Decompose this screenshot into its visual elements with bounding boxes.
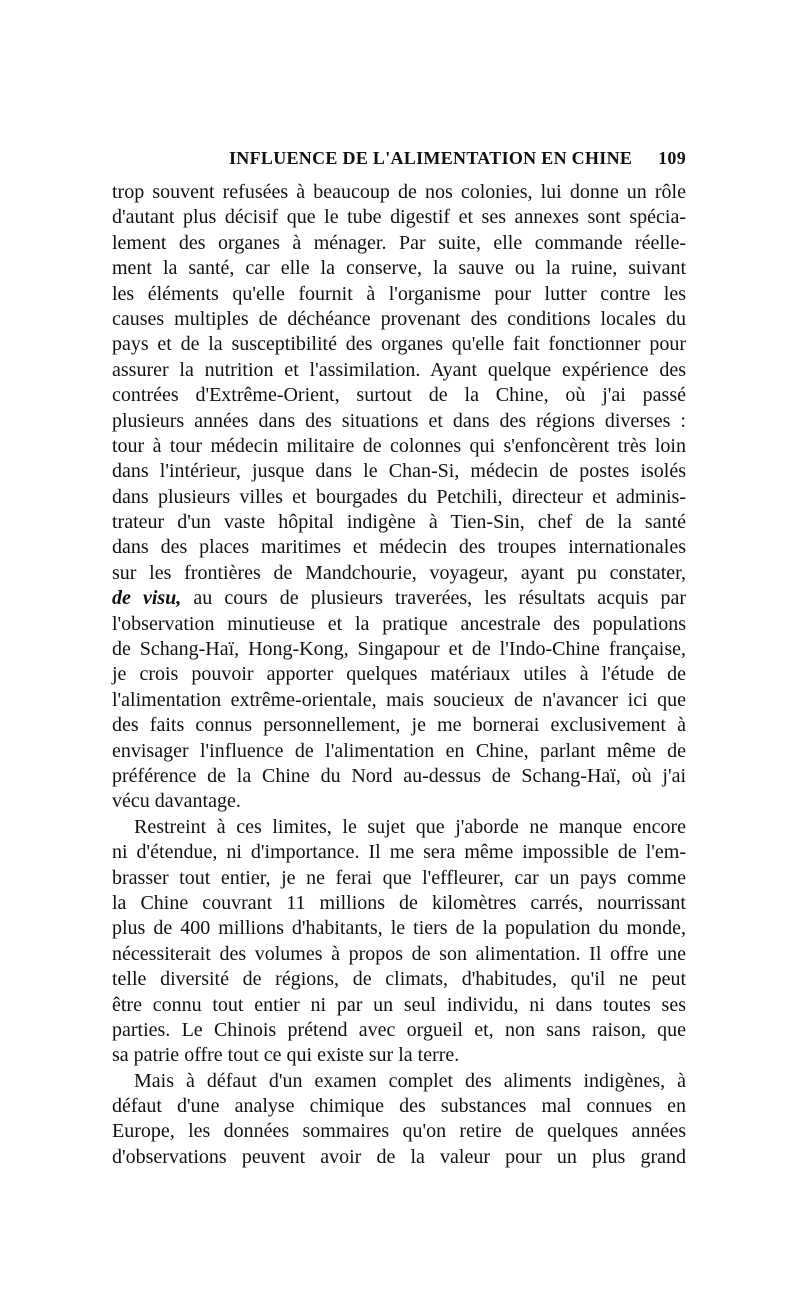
text-line: défaut d'une analyse chimique des substances mal connues en xyxy=(112,1095,686,1118)
text-line xyxy=(112,586,686,611)
text-line: d'observations peuvent avoir de la valeur pour un plus grand xyxy=(112,1145,686,1168)
text-line: assurer la nutrition et l'assimilation. Ayant quelque expérience des xyxy=(112,358,686,381)
text-line: contrées d'Extrême-Orient, surtout de la Chine, où j'ai passé xyxy=(112,384,686,407)
running-title: INFLUENCE DE L'ALIMENTATION EN CHINE xyxy=(229,148,633,168)
paragraph xyxy=(112,1069,686,1171)
text-line: sur les frontières de Mandchourie, voyageur, ayant pu constater, xyxy=(112,561,686,584)
text-line: être connu tout entier ni par un seul individu, ni dans toutes ses xyxy=(112,993,686,1016)
paragraph xyxy=(112,180,686,815)
text-line: des faits connus personnellement, je me bornerai exclusivement à xyxy=(112,714,686,737)
text-line: d'autant plus décisif que le tube digestif et ses annexes sont spécia- xyxy=(112,206,686,229)
text-line: trop souvent refusées à beaucoup de nos colonies, lui donne un rôle xyxy=(112,181,686,203)
text-line: la Chine couvrant 11 millions de kilomètres carrés, nourrissant xyxy=(112,891,686,914)
text-line: trateur d'un vaste hôpital indigène à Tien-Sin, chef de la santé xyxy=(112,511,686,534)
text-run: au cours de plusieurs traverées, les résultats acquis par xyxy=(181,587,687,610)
text-line: Europe, les données sommaires qu'on retire de quelques années xyxy=(112,1120,686,1143)
text-line: je crois pouvoir apporter quelques matériaux utiles à l'étude de xyxy=(112,663,686,686)
paragraph xyxy=(112,815,686,1069)
text-line: les éléments qu'elle fournit à l'organisme pour lutter contre les xyxy=(112,282,686,305)
text-line: causes multiples de déchéance provenant des conditions locales du xyxy=(112,307,686,330)
body-text xyxy=(112,180,686,1170)
text-line: plus de 400 millions d'habitants, le tiers de la population du monde, xyxy=(112,917,686,940)
text-line: parties. Le Chinois prétend avec orgueil et, non sans raison, que xyxy=(112,1018,686,1041)
text-line: l'alimentation extrême-orientale, mais soucieux de n'avancer ici que xyxy=(112,688,686,711)
text-line: préférence de la Chine du Nord au-dessus de Schang-Haï, où j'ai xyxy=(112,764,686,787)
text-line: dans plusieurs villes et bourgades du Petchili, directeur et adminis- xyxy=(112,485,686,508)
text-line: ment la santé, car elle la conserve, la sauve ou la ruine, suivant xyxy=(112,257,686,280)
text-line: envisager l'influence de l'alimentation en Chine, parlant même de xyxy=(112,739,686,762)
text-line: l'observation minutieuse et la pratique ancestrale des populations xyxy=(112,612,686,635)
text-line: dans des places maritimes et médecin des troupes internationales xyxy=(112,536,686,559)
text-line: ni d'étendue, ni d'importance. Il me sera même impossible de l'em- xyxy=(112,841,686,864)
text-line: Restreint à ces limites, le sujet que j'aborde ne manque encore xyxy=(134,815,686,838)
text-line: plusieurs années dans des situations et dans des régions diverses : xyxy=(112,409,686,432)
text-line: brasser tout entier, je ne ferai que l'effleurer, car un pays comme xyxy=(112,866,686,889)
text-line: de Schang-Haï, Hong-Kong, Singapour et de l'Indo-Chine française, xyxy=(112,638,686,661)
text-line: telle diversité de régions, de climats, d'habitudes, qu'il ne peut xyxy=(112,968,686,991)
text-line: tour à tour médecin militaire de colonnes qui s'enfoncèrent très loin xyxy=(112,434,686,457)
text-line: lement des organes à ménager. Par suite, elle commande réelle- xyxy=(112,231,686,254)
emphasis-text: de visu, xyxy=(112,587,182,610)
text-line: nécessiterait des volumes à propos de son alimentation. Il offre une xyxy=(112,942,686,965)
text-line: sa patrie offre tout ce qui existe sur la terre. xyxy=(112,1044,460,1067)
text-line: dans l'intérieur, jusque dans le Chan-Si, médecin de postes isolés xyxy=(112,460,686,483)
page-number: 109 xyxy=(658,148,686,168)
text-line: vécu davantage. xyxy=(112,790,241,813)
text-line: Mais à défaut d'un examen complet des aliments indigènes, à xyxy=(134,1069,686,1092)
text-line: pays et de la susceptibilité des organes qu'elle fait fonctionner pour xyxy=(112,333,686,356)
